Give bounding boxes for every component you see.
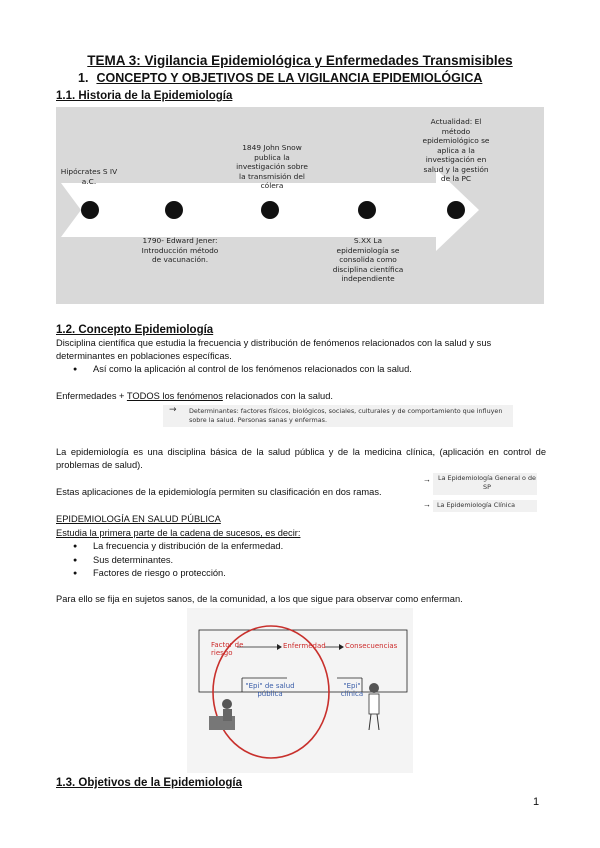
sanos-paragraph: Para ello se fija en sujetos sanos, de la comunidad, a los que sigue para observar como enferman.: [56, 594, 463, 604]
arrow-icon: →: [423, 475, 431, 484]
enf-suffix: relacionados con la salud.: [222, 391, 333, 401]
section-number: 1.: [78, 71, 89, 85]
diagram-background: [187, 608, 413, 773]
ramas-graphic: [423, 470, 543, 518]
heading-epi-salud-publica: EPIDEMIOLOGÍA EN SALUD PÚBLICA: [56, 514, 221, 524]
concepto-bullets: [56, 363, 546, 377]
list-item: ● Así como la aplicación al control de los fenómenos relacionados con la salud.: [56, 363, 546, 377]
basica-paragraph: La epidemiología es una disciplina básica de la salud pública y de la medicina clínica, (aplicación en control de problemas de salud).: [56, 447, 546, 470]
enf-prefix: Enfermedades +: [56, 391, 127, 401]
arrow-icon: →: [423, 500, 431, 509]
timeline-dot: [358, 201, 376, 219]
doctor-figure: [369, 683, 379, 693]
arrow-icon: →: [169, 405, 177, 415]
epi-sp-list: [56, 540, 546, 581]
ramas-paragraph: Estas aplicaciones de la epidemiología permiten su clasificación en dos ramas.: [56, 487, 382, 497]
determinantes-box: [163, 405, 513, 427]
diagram-enfermedad-label: Enfermedad: [283, 642, 326, 650]
list-item: ● Factores de riesgo o protección.: [56, 567, 546, 581]
document-title: TEMA 3: Vigilancia Epidemiológica y Enfermedades Transmisibles: [87, 53, 513, 68]
diagram-epi-clinica-label: "Epi" clínica: [340, 682, 364, 698]
timeline-dot: [261, 201, 279, 219]
timeline-event-sxx: S.XX La epidemiología se consolida como disciplina científica independiente: [332, 236, 404, 283]
section-heading: [78, 71, 482, 85]
heading-historia: 1.1. Historia de la Epidemiología: [56, 90, 233, 102]
enfermedades-line: [56, 390, 546, 403]
enf-underlined: TODOS los fenómenos: [126, 391, 223, 401]
timeline-dot: [81, 201, 99, 219]
heading-concepto: 1.2. Concepto Epidemiología: [56, 324, 214, 336]
diagram-svg: [187, 608, 413, 773]
heading-objetivos: 1.3. Objetivos de la Epidemiología: [56, 777, 242, 789]
rama-1-text: La Epidemiología General o de SP: [438, 474, 536, 491]
rama-2-text: La Epidemiología Clínica: [437, 501, 516, 509]
epi-sp-subheading: Estudia la primera parte de la cadena de sucesos, es decir:: [56, 528, 301, 538]
page-number: 1: [533, 796, 540, 808]
timeline-dot: [165, 201, 183, 219]
timeline-event-jener: 1790- Edward Jener: Introducción método de vacunación.: [141, 236, 219, 264]
section-title: CONCEPTO Y OBJETIVOS DE LA VIGILANCIA EPIDEMIOLÓGICA: [96, 71, 483, 85]
definition-paragraph: Disciplina científica que estudia la frecuencia y distribución de fenómenos relacionados con la salud y sus determinantes en poblaciones específicas.: [56, 338, 492, 361]
timeline-event-snow: 1849 John Snow publica la investigación sobre la transmisión del cólera: [236, 143, 308, 190]
timeline-event-hipocrates: Hipócrates S IV a.C.: [60, 167, 118, 186]
determinantes-text: Determinantes: factores físicos, biológicos, sociales, culturales y de comportamiento que influyen sobre la salud. Personas sanas y enfermas.: [189, 407, 503, 424]
diagram-consecuencias-label: Consecuencias: [345, 642, 398, 650]
timeline-event-actualidad: Actualidad: El método epidemiológico se aplica a la investigación en salud y la gestión de la PC: [422, 117, 490, 183]
timeline-dot: [447, 201, 465, 219]
diagram-epi-sp-label: "Epi" de salud pública: [245, 682, 295, 698]
diagram-factor-label: Factor de riesgo: [211, 641, 244, 657]
epidemiology-diagram: [187, 608, 413, 773]
list-item: ● Sus determinantes.: [56, 554, 546, 568]
list-item: ● La frecuencia y distribución de la enfermedad.: [56, 540, 546, 554]
